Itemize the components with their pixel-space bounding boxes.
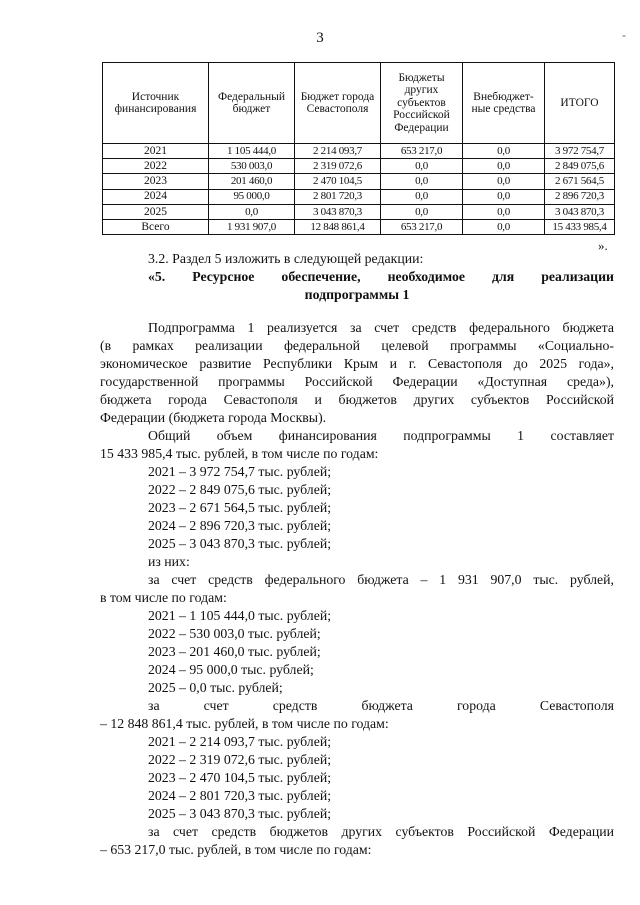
list-item: 2023 – 201 460,0 тыс. рублей; [148, 644, 321, 659]
closing-quote: ». [598, 238, 608, 253]
header-city: Бюджет города Севастополя [295, 63, 381, 144]
table-cell: 0,0 [463, 219, 545, 234]
list-item: 2024 – 2 801 720,3 тыс. рублей; [148, 788, 332, 803]
table-cell: 0,0 [209, 204, 295, 219]
table-cell: 3 043 870,3 [545, 204, 615, 219]
section-heading-line1: «5. Ресурсное обеспечение, необходимое для реализации [148, 269, 614, 284]
table-cell: 653 217,0 [381, 144, 463, 159]
paragraph-line: Федерации (бюджета города Москвы). [100, 410, 327, 425]
table-cell: 2 470 104,5 [295, 174, 381, 189]
list-item: 2023 – 2 671 564,5 тыс. рублей; [148, 500, 332, 515]
table-total-row [103, 219, 615, 234]
table-cell: 201 460,0 [209, 174, 295, 189]
table-cell: 3 972 754,7 [545, 144, 615, 159]
table-cell: 0,0 [381, 174, 463, 189]
table-row [103, 144, 615, 159]
financing-table [102, 62, 615, 235]
list-item: 2021 – 1 105 444,0 тыс. рублей; [148, 608, 332, 623]
table-cell: 0,0 [381, 189, 463, 204]
header-federal: Федеральный бюджет [209, 63, 295, 144]
table-cell: 0,0 [463, 189, 545, 204]
page-number: 3 [316, 30, 324, 46]
table-header-row [103, 63, 615, 144]
corner-mark: - [622, 28, 626, 42]
paragraph-line: Подпрограмма 1 реализуется за счет средств федерального бюджета [148, 320, 614, 335]
header-other-subjects: Бюджеты других субъектов Российской Федерации [381, 63, 463, 144]
table-cell: 530 003,0 [209, 159, 295, 174]
paragraph-line: за счет средств бюджетов других субъектов Российской Федерации [148, 824, 614, 839]
list-item: 2024 – 95 000,0 тыс. рублей; [148, 662, 314, 677]
list-item: 2022 – 530 003,0 тыс. рублей; [148, 626, 321, 641]
table-row [103, 189, 615, 204]
table-cell: 2 801 720,3 [295, 189, 381, 204]
section-heading-line2: подпрограммы 1 [304, 287, 410, 302]
table-cell: 12 848 861,4 [295, 219, 381, 234]
list-item: 2021 – 3 972 754,7 тыс. рублей; [148, 464, 332, 479]
paragraph-line: за счет средств федерального бюджета – 1 931 907,0 тыс. рублей, [148, 572, 614, 587]
header-source: Источник финансирования [103, 63, 209, 144]
list-item: 2022 – 2 849 075,6 тыс. рублей; [148, 482, 332, 497]
table-cell: 2025 [103, 204, 209, 219]
table-cell: 0,0 [463, 174, 545, 189]
table-cell: 2 896 720,3 [545, 189, 615, 204]
table-cell: 95 000,0 [209, 189, 295, 204]
table-cell: 3 043 870,3 [295, 204, 381, 219]
list-item: 2021 – 2 214 093,7 тыс. рублей; [148, 734, 332, 749]
section-intro: 3.2. Раздел 5 изложить в следующей редакции: [148, 251, 424, 266]
table-cell: Всего [103, 219, 209, 234]
table-cell: 653 217,0 [381, 219, 463, 234]
table-cell: 2 319 072,6 [295, 159, 381, 174]
table-cell: 1 931 907,0 [209, 219, 295, 234]
header-total: ИТОГО [545, 63, 615, 144]
header-offbudget: Внебюджет-ные средства [463, 63, 545, 144]
paragraph-line: – 653 217,0 тыс. рублей, в том числе по годам: [100, 842, 372, 857]
paragraph-line: в том числе по годам: [100, 590, 227, 605]
table-cell: 1 105 444,0 [209, 144, 295, 159]
table-cell: 2 671 564,5 [545, 174, 615, 189]
table-cell: 2 849 075,6 [545, 159, 615, 174]
table-row [103, 204, 615, 219]
paragraph-line: государственной программы Российской Федерации «Доступная среда»), [100, 374, 614, 389]
table-cell: 2021 [103, 144, 209, 159]
table-cell: 2022 [103, 159, 209, 174]
paragraph-line: за счет средств бюджета города Севастополя [148, 698, 614, 713]
table-cell: 2023 [103, 174, 209, 189]
paragraph-line: Общий объем финансирования подпрограммы 1 составляет [148, 428, 614, 443]
list-item: 2023 – 2 470 104,5 тыс. рублей; [148, 770, 332, 785]
table-cell: 0,0 [381, 204, 463, 219]
paragraph-line: бюджета города Севастополя и бюджетов других субъектов Российской [100, 392, 614, 407]
table-cell: 0,0 [381, 159, 463, 174]
table-row [103, 159, 615, 174]
paragraph-line: экономическое развитие Республики Крым и г. Севастополя до 2025 года», [100, 356, 614, 371]
of-them-label: из них: [148, 554, 190, 569]
table-cell: 0,0 [463, 204, 545, 219]
table-cell: 2024 [103, 189, 209, 204]
table-cell: 0,0 [463, 159, 545, 174]
list-item: 2025 – 0,0 тыс. рублей; [148, 680, 283, 695]
list-item: 2022 – 2 319 072,6 тыс. рублей; [148, 752, 332, 767]
table-cell: 15 433 985,4 [545, 219, 615, 234]
list-item: 2024 – 2 896 720,3 тыс. рублей; [148, 518, 332, 533]
list-item: 2025 – 3 043 870,3 тыс. рублей; [148, 536, 332, 551]
table-cell: 2 214 093,7 [295, 144, 381, 159]
table-row [103, 174, 615, 189]
paragraph-line: – 12 848 861,4 тыс. рублей, в том числе по годам: [100, 716, 389, 731]
paragraph-line: (в рамках реализации федеральной целевой программы «Социально- [100, 338, 614, 353]
list-item: 2025 – 3 043 870,3 тыс. рублей; [148, 806, 332, 821]
paragraph-line: 15 433 985,4 тыс. рублей, в том числе по годам: [100, 446, 379, 461]
table-cell: 0,0 [463, 144, 545, 159]
